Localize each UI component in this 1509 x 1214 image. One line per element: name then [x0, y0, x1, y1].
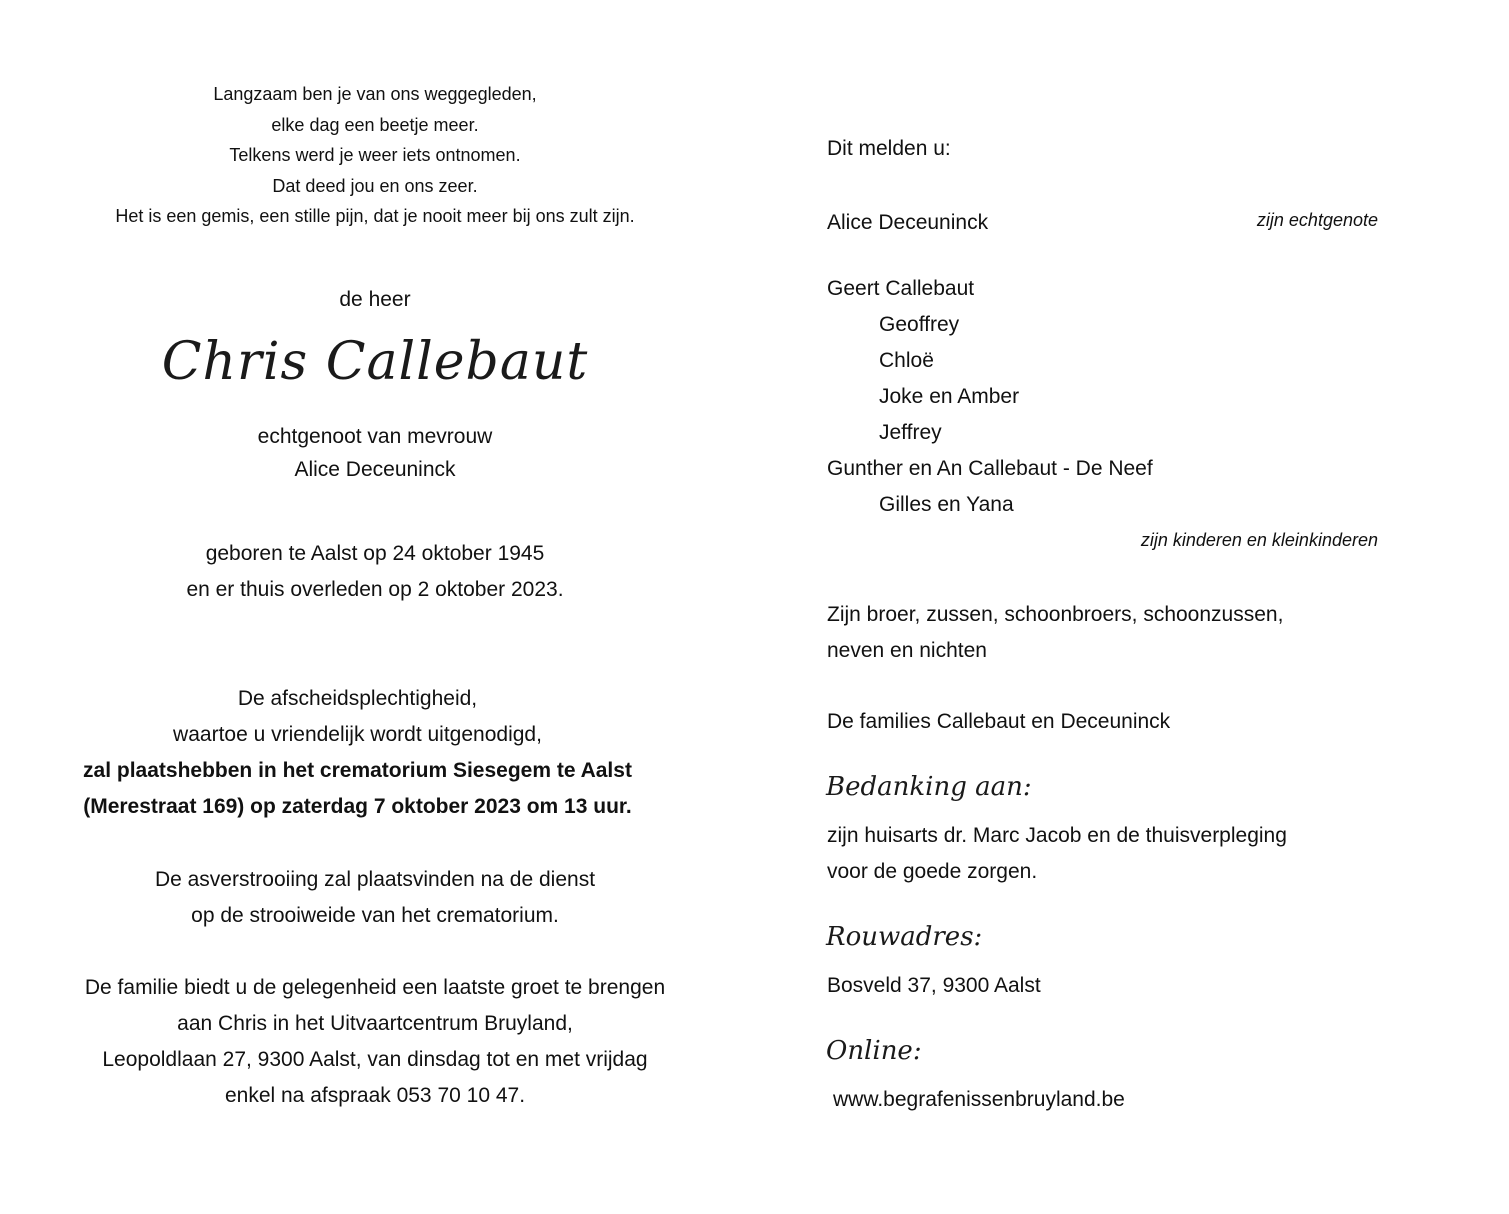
siblings-line: Zijn broer, zussen, schoonbroers, schoonzussen, — [827, 603, 1284, 626]
family-member: Geoffrey — [879, 313, 960, 336]
poem-line: Langzaam ben je van ons weggegleden, — [213, 84, 537, 104]
title-prefix: de heer — [339, 288, 411, 311]
siblings-line: neven en nichten — [827, 639, 987, 662]
family-member: Chloë — [879, 349, 934, 372]
online-heading: Online: — [826, 1036, 922, 1066]
spouse-name: Alice Deceuninck — [294, 458, 456, 481]
address-heading: Rouwadres: — [826, 922, 983, 952]
life-dates — [125, 536, 625, 608]
poem-line: Het is een gemis, een stille pijn, dat je nooit meer bij ons zult zijn. — [115, 206, 635, 226]
ceremony-line: De afscheidsplechtigheid, — [237, 687, 478, 710]
ceremony-date: (Merestraat 169) op zaterdag 7 oktober 2023 om 13 uur. — [83, 795, 632, 818]
family-member: Jeffrey — [879, 421, 942, 444]
birth-line: geboren te Aalst op 24 oktober 1945 — [205, 542, 545, 565]
spouse-line: echtgenoot van mevrouw — [257, 425, 493, 448]
siblings — [827, 597, 1283, 669]
spouse-info — [125, 420, 625, 486]
farewell-line: De familie biedt u de gelegenheid een laatste groet te brengen — [84, 976, 666, 999]
family-member: Gunther en An Callebaut - De Neef — [827, 457, 1153, 480]
thanks-line: zijn huisarts dr. Marc Jacob en de thuisverpleging — [827, 824, 1287, 847]
intro: Dit melden u: — [827, 137, 951, 160]
ceremony-line: waartoe u vriendelijk wordt uitgenodigd, — [173, 723, 542, 746]
family-member: Joke en Amber — [879, 385, 1020, 408]
spouse-role: zijn echtgenote — [1256, 210, 1378, 230]
ceremony-location: zal plaatshebben in het crematorium Siesegem te Aalst — [83, 759, 632, 782]
spouse-name-right: Alice Deceuninck — [827, 211, 989, 234]
poem — [75, 79, 675, 232]
thanks-text — [827, 818, 1287, 890]
farewell-line: Leopoldlaan 27, 9300 Aalst, van dinsdag tot en met vrijdag — [102, 1048, 648, 1071]
poem-line: Telkens werd je weer iets ontnomen. — [229, 145, 521, 165]
thanks-heading: Bedanking aan: — [826, 772, 1032, 802]
family-member: Gilles en Yana — [879, 493, 1014, 516]
deceased-name: Chris Callebaut — [161, 332, 589, 392]
address: Bosveld 37, 9300 Aalst — [827, 974, 1041, 997]
scattering-info — [75, 862, 675, 934]
family-list — [827, 271, 1153, 523]
death-line: en er thuis overleden op 2 oktober 2023. — [186, 578, 564, 601]
website-link[interactable]: www.begrafenissenbruyland.be — [833, 1088, 1125, 1111]
poem-line: Dat deed jou en ons zeer. — [272, 175, 478, 196]
family-role: zijn kinderen en kleinkinderen — [1140, 530, 1378, 550]
families: De families Callebaut en Deceuninck — [827, 710, 1171, 733]
scattering-line: De asverstrooiing zal plaatsvinden na de dienst — [154, 868, 596, 891]
farewell-info — [50, 970, 700, 1114]
farewell-line: aan Chris in het Uitvaartcentrum Bruyland, — [177, 1012, 573, 1035]
family-member: Geert Callebaut — [827, 277, 975, 300]
scattering-line: op de strooiweide van het crematorium. — [191, 904, 559, 927]
thanks-line: voor de goede zorgen. — [827, 860, 1038, 883]
poem-line: elke dag een beetje meer. — [271, 114, 479, 135]
ceremony-info — [60, 681, 655, 825]
farewell-line: enkel na afspraak 053 70 10 47. — [224, 1084, 526, 1107]
